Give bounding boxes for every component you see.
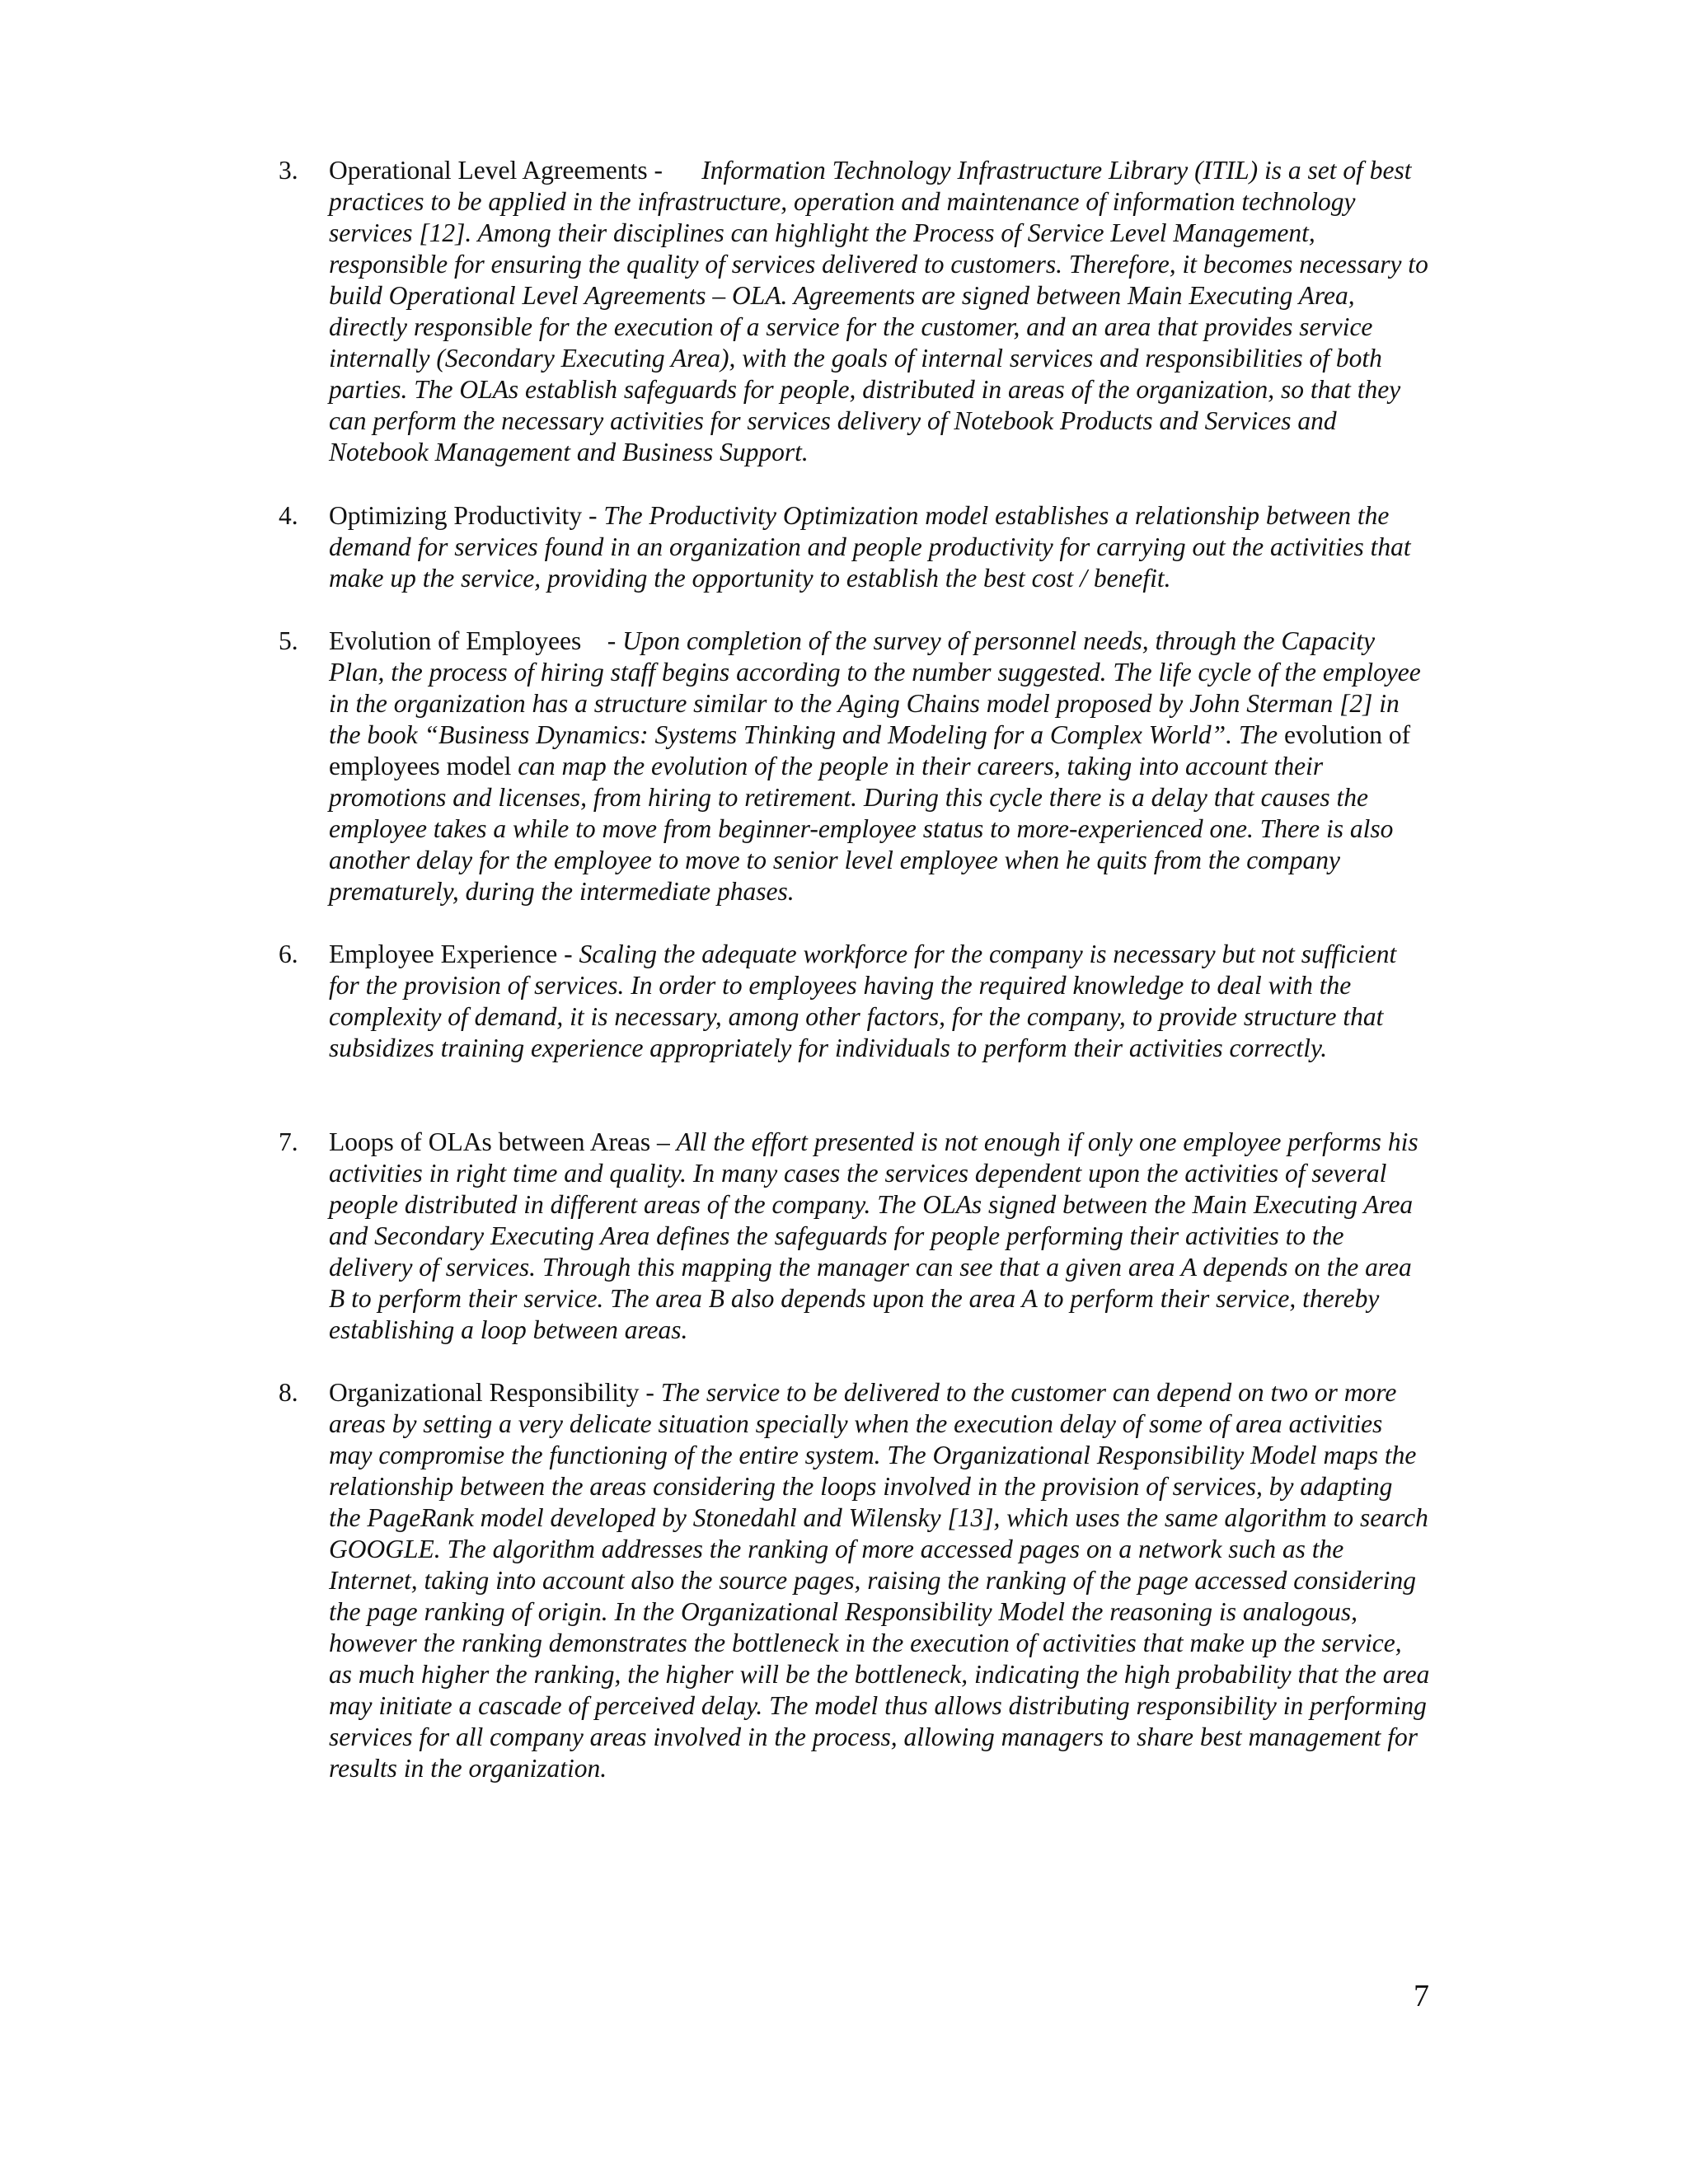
list-item-organizational-responsibility [280,1377,1430,1784]
item-number: 6. [279,940,298,968]
item-number: 4. [279,501,298,530]
item-number: 8. [279,1378,298,1407]
item-number: 7. [279,1127,298,1156]
list-item-loops-of-olas [280,1127,1430,1346]
item-text-part-a: - Upon completion of the survey of personnel needs, through the Capacity Plan, the process of hiring staff begins according to the number suggested. The life cycle of the employee in the organization has a structure similar to the Aging Chains model proposed by John Sterman [2] in the book “Business Dynamics: Systems Thinking and Modeling for a Complex World”. The [329,626,1421,749]
label-gap [581,626,607,655]
item-label: Employee Experience - [329,940,573,968]
item-body [329,939,1430,1064]
page-number: 7 [1414,1979,1429,2013]
item-label: Evolution of Employees [329,626,582,655]
label-gap [654,1378,661,1407]
list-item-operational-level-agreements [280,155,1430,468]
item-text: The service to be delivered to the customer can depend on two or more areas by setting a very delicate situation specially when the execution delay of some of area activities may compromise the functioning of the entire system. The Organizational Responsibility Model maps the relationship between the areas considering the loops involved in the provision of services, by adapting the PageRank model developed by Stonedahl and Wilensky [13], which uses the same algorithm to search GOOGLE. The algorithm addresses the ranking of more accessed pages on a network such as the Internet, taking into account also the source pages, raising the ranking of the page accessed considering the page ranking of origin. In the Organizational Responsibility Model the reasoning is analogous, however the ranking demonstrates the bottleneck in the execution of activities that make up the service, as much higher the ranking, the higher will be the bottleneck, indicating the high probability that the area may initiate a cascade of perceived delay. The model thus allows distributing responsibility in performing services for all company areas involved in the process, allowing managers to share best management for results in the organization. [329,1378,1430,1783]
label-gap [670,1127,677,1156]
list-item-employee-experience [280,939,1430,1064]
item-text: Scaling the adequate workforce for the company is necessary but not sufficient for the provision of services. In order to employees having the required knowledge to deal with the complexity of demand, it is necessary, among other factors, for the company, to provide structure that subsidizes training experience appropriately for individuals to perform their activities correctly. [329,940,1397,1062]
item-text: The Productivity Optimization model establishes a relationship between the demand for services found in an organization and people productivity for carrying out the activities that make up the service, providing the opportunity to establish the best cost / benefit. [329,501,1411,593]
list-item-evolution-of-employees [280,626,1430,907]
item-body [329,500,1430,594]
label-gap [663,156,701,185]
item-text-part-b: evolution of employees model [329,720,1411,780]
item-text-part-c: can map the evolution of the people in their careers, taking into account their promotions and licenses, from hiring to retirement. During this cycle there is a delay that causes the employee takes a while to move from beginner-employee status to more-experienced one. There is also another delay for the employee to move to senior level employee when he quits from the company prematurely, during the intermediate phases. [329,752,1394,906]
item-label: Organizational Responsibility - [329,1378,654,1407]
item-number: 5. [279,626,298,655]
item-text: All the effort presented is not enough if only one employee performs his activities in right time and quality. In many cases the services dependent upon the activities of several people distributed in different areas of the company. The OLAs signed between the Main Executing Area and Secondary Executing Area defines the safeguards for people performing their activities to the delivery of services. Through this mapping the manager can see that a given area A depends on the area B to perform their service. The area B also depends upon the area A to perform their service, thereby establishing a loop between areas. [329,1127,1418,1344]
item-label: Operational Level Agreements - [329,156,663,185]
item-text: Information Technology Infrastructure Library (ITIL) is a set of best practices to be applied in the infrastructure, operation and maintenance of information technology services [12]. Among their disciplines can highlight the Process of Service Level Management, responsible for ensuring the quality of services delivered to customers. Therefore, it becomes necessary to build Operational Level Agreements – OLA. Agreements are signed between Main Executing Area, directly responsible for the execution of a service for the customer, and an area that provides service internally (Secondary Executing Area), with the goals of internal services and responsibilities of both parties. The OLAs establish safeguards for people, distributed in areas of the organization, so that they can perform the necessary activities for services delivery of Notebook Products and Services and Notebook Management and Business Support. [329,156,1428,466]
item-number: 3. [279,156,298,185]
item-body [329,155,1430,468]
item-label: Loops of OLAs between Areas – [329,1127,670,1156]
item-body [329,1127,1430,1346]
item-label: Optimizing Productivity - [329,501,598,530]
list-item-optimizing-productivity [280,500,1430,594]
item-body [329,1377,1430,1784]
item-body [329,626,1430,907]
